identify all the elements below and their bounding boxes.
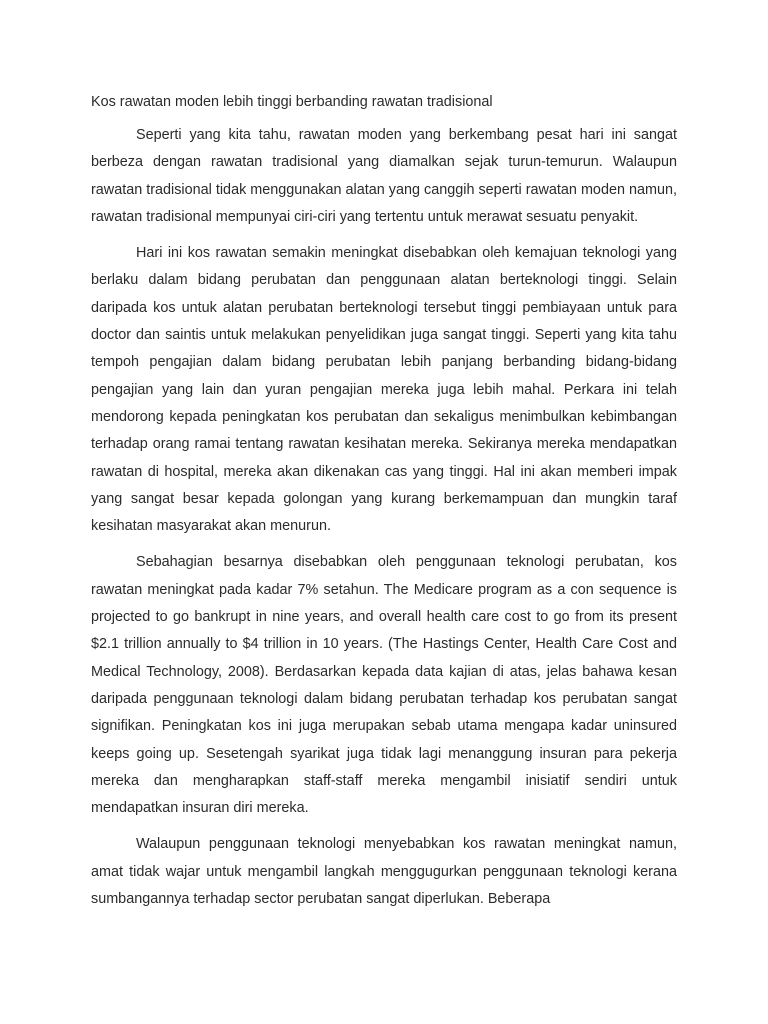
document-body bbox=[91, 92, 677, 913]
document-heading: Kos rawatan moden lebih tinggi berbanding rawatan tradisional bbox=[91, 94, 493, 110]
paragraph-1: Seperti yang kita tahu, rawatan moden yang berkembang pesat hari ini sangat berbeza dengan rawatan tradisional yang diamalkan sejak turun-temurun. Walaupun rawatan tradisional tidak menggunakan alatan yang canggih seperti rawatan moden namun, rawatan tradisional mempunyai ciri-ciri yang tertentu untuk merawat sesuatu penyakit. bbox=[91, 127, 677, 225]
paragraph-3: Sebahagian besarnya disebabkan oleh penggunaan teknologi perubatan, kos rawatan meningkat pada kadar 7% setahun. The Medicare program as a con sequence is projected to go bankrupt in nine years, and overall health care cost to go from its present $2.1 trillion annually to $4 trillion in 10 years. (The Hastings Center, Health Care Cost and Medical Technology, 2008). Berdasarkan kepada data kajian di atas, jelas bahawa kesan daripada penggunaan teknologi dalam bidang perubatan terhadap kos perubatan sangat signifikan. Peningkatan kos ini juga merupakan sebab utama mengapa kadar uninsured keeps going up. Sesetengah syarikat juga tidak lagi menanggung insuran para pekerja mereka dan mengharapkan staff-staff mereka mengambil inisiatif sendiri untuk mendapatkan insuran diri mereka. bbox=[91, 554, 677, 817]
paragraph-4: Walaupun penggunaan teknologi menyebabkan kos rawatan meningkat namun, amat tidak wajar untuk mengambil langkah menggugurkan penggunaan teknologi kerana sumbangannya terhadap sector perubatan sangat diperlukan. Beberapa bbox=[91, 836, 677, 908]
paragraph-2: Hari ini kos rawatan semakin meningkat disebabkan oleh kemajuan teknologi yang berlaku dalam bidang perubatan dan penggunaan alatan berteknologi tinggi. Selain daripada kos untuk alatan perubatan berteknologi tersebut tinggi pembiayaan untuk para doctor dan saintis untuk melakukan penyelidikan juga sangat tinggi. Seperti yang kita tahu tempoh pengajian dalam bidang perubatan lebih panjang berbanding bidang-bidang pengajian yang lain dan yuran pengajian mereka juga lebih mahal. Perkara ini telah mendorong kepada peningkatan kos perubatan dan sekaligus menimbulkan kebimbangan terhadap orang ramai tentang rawatan kesihatan mereka. Sekiranya mereka mendapatkan rawatan di hospital, mereka akan dikenakan cas yang tinggi. Hal ini akan memberi impak yang sangat besar kepada golongan yang kurang berkemampuan dan mungkin taraf kesihatan masyarakat akan menurun. bbox=[91, 245, 677, 535]
